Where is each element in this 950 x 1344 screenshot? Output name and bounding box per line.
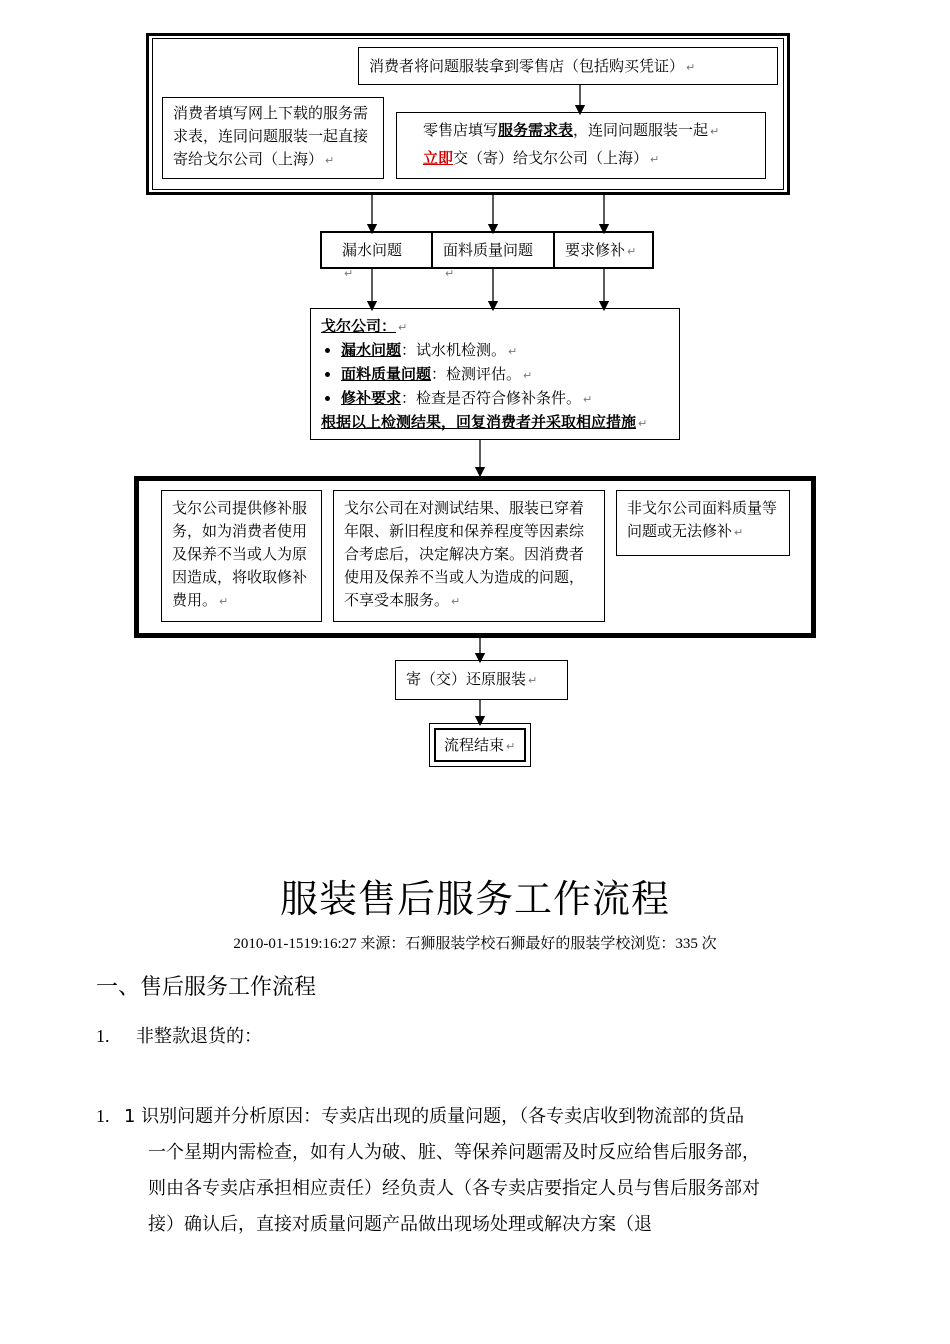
- gore-title: 戈尔公司：: [321, 317, 397, 335]
- list-number: 1.: [96, 1106, 110, 1126]
- list-item-1-1: 1. 1 识别问题并分析原因：专卖店出现的质量问题，（各专卖店收到物流部的货品 一个星期内需检查，如有人为破、脏、等保养问题需及时反应给售后服务部， 则由各专卖店承担相应责任）经负责人（各专卖店要指定人员与售后服务部对 接）确认后，直接对质量问题产品做出现场处理或解决方案（退: [96, 1098, 856, 1243]
- process-end-box: 流程结束 ↵: [434, 728, 526, 762]
- outcome-solution-box: 戈尔公司在对测试结果、服装已穿着年限、新旧程度和保养程度等因素综合考虑后，决定解决方案。因消费者使用及保养不当或人为造成的问题，不享受本服务。 ↵: [333, 490, 605, 622]
- outcome-repair-fee-box: 戈尔公司提供修补服务，如为消费者使用及保养不当或人为原因造成，将收取修补费用。 ↵: [161, 490, 322, 622]
- outcome-non-gore-box: 非戈尔公司面料质量等问题或无法修补 ↵: [616, 490, 790, 556]
- gore-check-item: • 修补要求：检查是否符合修补条件。 ↵: [341, 387, 669, 411]
- return-garment-box: 寄（交）还原服装 ↵: [395, 660, 568, 700]
- category-leak-box: 漏水问题↵: [320, 231, 433, 269]
- gore-check-item: • 漏水问题：试水机检测。 ↵: [341, 339, 669, 363]
- gore-inspection-box: 戈尔公司： ↵ • 漏水问题：试水机检测。 ↵ • 面料质量问题：检测评估。 ↵ • 修补要求：检查是否符合修补条件。 ↵ 根据以上检测结果，回复消费者并采取相应措施 ↵: [310, 308, 680, 440]
- store-fill-form-box: 零售店填写服务需求表，连同问题服装一起 ↵ 立即交（寄）给戈尔公司（上海） ↵: [396, 112, 766, 179]
- gore-footer: 根据以上检测结果，回复消费者并采取相应措施: [321, 413, 637, 431]
- article-meta: 2010-01-1519:16:27 来源：石狮服装学校石狮最好的服装学校浏览：335 次: [233, 936, 717, 952]
- category-repair-box: 要求修补 ↵: [553, 231, 654, 269]
- category-fabric-box: 面料质量问题↵: [431, 231, 555, 269]
- page-title: 服装售后服务工作流程: [279, 877, 670, 921]
- list-item-1: 1. 非整款退货的：: [96, 1018, 262, 1055]
- gore-check-item: • 面料质量问题：检测评估。 ↵: [341, 363, 669, 387]
- list-number: 1.: [96, 1026, 110, 1046]
- section-heading: 一、售后服务工作流程: [96, 975, 317, 1000]
- consumer-mail-direct-box: 消费者填写网上下载的服务需求表，连同问题服装一起直接寄给戈尔公司（上海） ↵: [162, 97, 384, 179]
- consumer-bring-to-store-box: 消费者将问题服装拿到零售店（包括购买凭证） ↵: [358, 47, 778, 85]
